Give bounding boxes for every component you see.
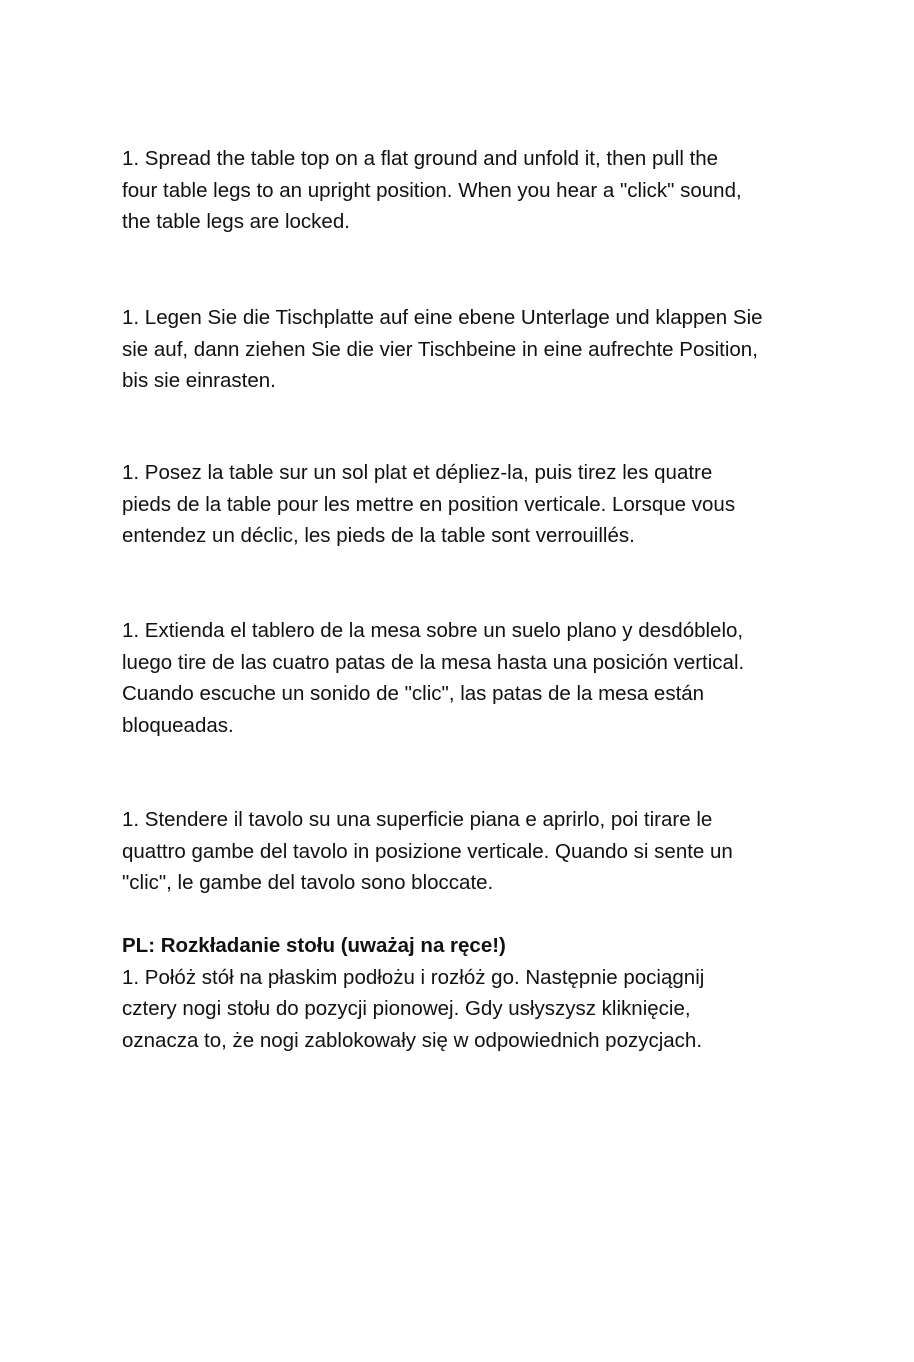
instruction-line: bloqueadas. <box>122 713 234 737</box>
instruction-block-french <box>122 457 842 552</box>
instruction-line: quattro gambe del tavolo in posizione verticale. Quando si sente un <box>122 839 733 863</box>
instruction-line: 1. Spread the table top on a flat ground and unfold it, then pull the <box>122 147 719 170</box>
instruction-line: cztery nogi stołu do pozycji pionowej. Gdy usłyszysz kliknięcie, <box>122 997 691 1020</box>
instruction-block-english <box>122 143 842 238</box>
instruction-block-spanish <box>122 615 842 741</box>
instruction-line: luego tire de las cuatro patas de la mesa hasta una posición vertical. <box>122 650 745 674</box>
instruction-line: the table legs are locked. <box>122 210 350 233</box>
instruction-line: 1. Posez la table sur un sol plat et dépliez-la, puis tirez les quatre <box>122 461 713 484</box>
instruction-line: "clic", le gambe del tavolo sono bloccate. <box>122 871 494 894</box>
instruction-block-german <box>122 302 842 397</box>
instruction-block-polish <box>122 930 842 1056</box>
instruction-line: 1. Legen Sie die Tischplatte auf eine ebene Unterlage und klappen Sie <box>122 306 763 329</box>
instruction-line: entendez un déclic, les pieds de la table sont verrouillés. <box>122 524 635 547</box>
instruction-line: four table legs to an upright position. When you hear a "click" sound, <box>122 178 742 202</box>
instruction-line: 1. Extienda el tablero de la mesa sobre un suelo plano y desdóblelo, <box>122 619 744 642</box>
instruction-block-italian <box>122 804 842 899</box>
instruction-line: 1. Stendere il tavolo su una superficie piana e aprirlo, poi tirare le <box>122 808 713 831</box>
instruction-line: sie auf, dann ziehen Sie die vier Tischbeine in eine aufrechte Position, <box>122 337 758 361</box>
instruction-line: 1. Połóż stół na płaskim podłożu i rozłóż go. Następnie pociągnij <box>122 965 705 989</box>
instruction-line: Cuando escuche un sonido de "clic", las patas de la mesa están <box>122 682 705 705</box>
instruction-line: bis sie einrasten. <box>122 369 276 392</box>
instruction-line: pieds de la table pour les mettre en position verticale. Lorsque vous <box>122 492 736 516</box>
section-heading: PL: Rozkładanie stołu (uważaj na ręce!) <box>122 934 506 957</box>
instruction-line: oznacza to, że nogi zablokowały się w odpowiednich pozycjach. <box>122 1028 703 1052</box>
